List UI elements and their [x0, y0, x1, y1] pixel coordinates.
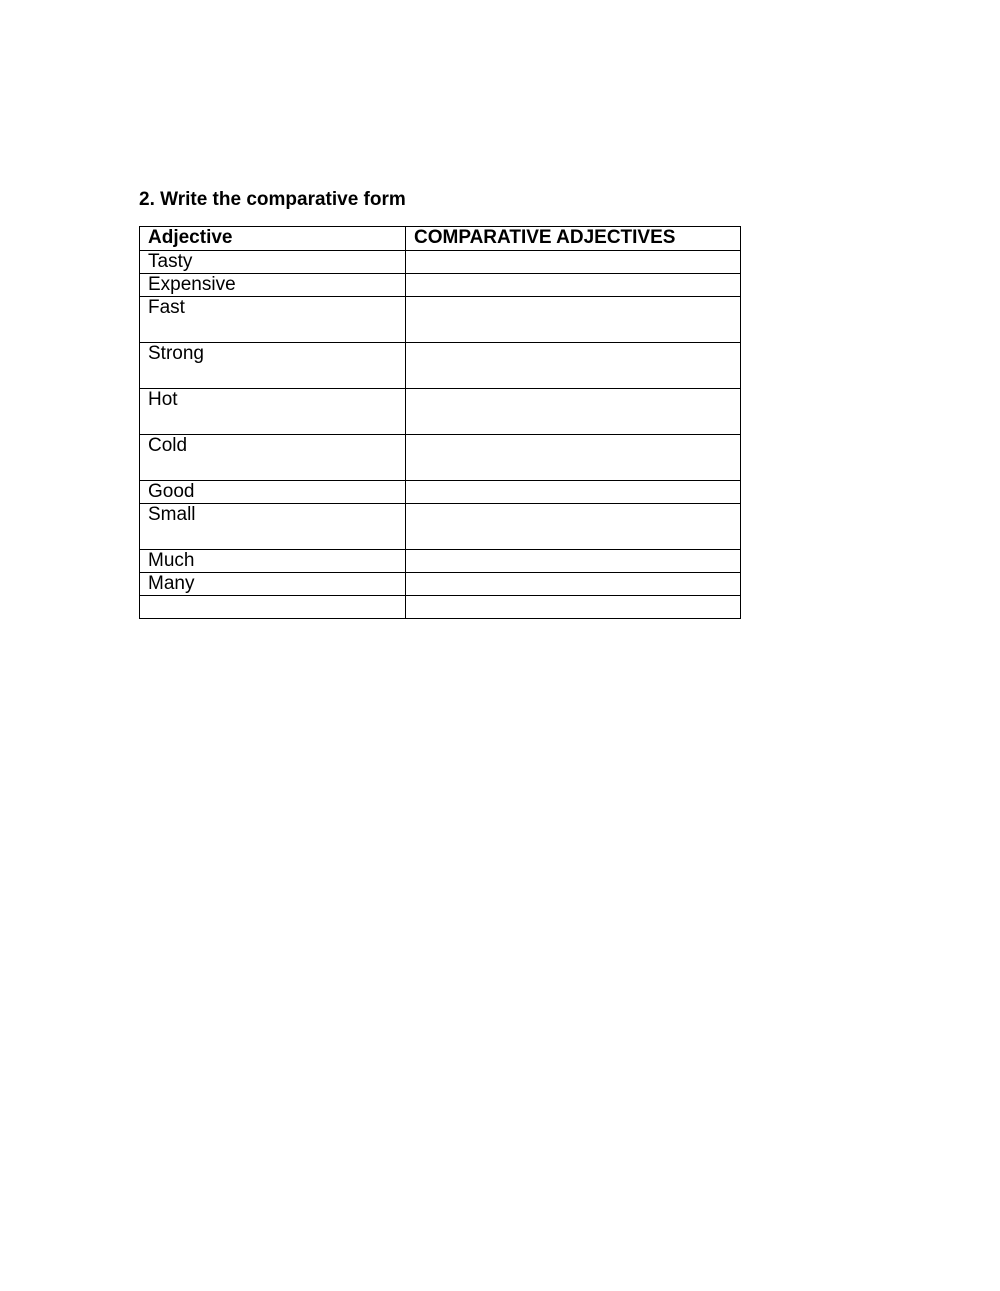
table-row — [140, 251, 741, 274]
table-row — [140, 596, 741, 619]
comparative-answer-cell[interactable] — [406, 504, 741, 550]
adjective-cell: Expensive — [140, 274, 406, 297]
comparative-answer-input[interactable] — [414, 251, 732, 273]
comparative-answer-input[interactable] — [414, 550, 732, 572]
adjective-cell: Much — [140, 550, 406, 573]
comparative-answer-cell[interactable] — [406, 481, 741, 504]
adjective-cell: Fast — [140, 297, 406, 343]
comparative-answer-input[interactable] — [414, 389, 732, 434]
comparative-answer-cell[interactable] — [406, 550, 741, 573]
table-row — [140, 343, 741, 389]
table-row — [140, 435, 741, 481]
comparative-answer-cell[interactable] — [406, 251, 741, 274]
adjective-cell: Good — [140, 481, 406, 504]
table-row — [140, 274, 741, 297]
comparative-answer-input[interactable] — [414, 573, 732, 595]
adjective-cell: Cold — [140, 435, 406, 481]
comparative-answer-cell[interactable] — [406, 389, 741, 435]
comparative-answer-input[interactable] — [414, 297, 732, 342]
comparative-answer-cell[interactable] — [406, 297, 741, 343]
comparative-answer-input[interactable] — [414, 596, 732, 618]
comparative-answer-input[interactable] — [414, 481, 732, 503]
adjective-cell: Strong — [140, 343, 406, 389]
adjective-cell: Hot — [140, 389, 406, 435]
adjective-cell — [140, 596, 406, 619]
table-row — [140, 504, 741, 550]
comparative-answer-input[interactable] — [414, 343, 732, 388]
comparative-table — [139, 226, 741, 619]
exercise-heading: 2. Write the comparative form — [139, 189, 406, 210]
comparative-answer-input[interactable] — [414, 504, 732, 549]
comparative-answer-input[interactable] — [414, 435, 732, 480]
comparative-answer-cell[interactable] — [406, 435, 741, 481]
table-row — [140, 573, 741, 596]
adjective-cell: Small — [140, 504, 406, 550]
comparative-answer-cell[interactable] — [406, 343, 741, 389]
table-row — [140, 481, 741, 504]
comparative-column-header: COMPARATIVE ADJECTIVES — [406, 227, 741, 251]
table-row — [140, 297, 741, 343]
adjective-column-header: Adjective — [140, 227, 406, 251]
comparative-answer-input[interactable] — [414, 274, 732, 296]
adjective-cell: Tasty — [140, 251, 406, 274]
comparative-answer-cell[interactable] — [406, 573, 741, 596]
table-row — [140, 550, 741, 573]
table-header-row — [140, 227, 741, 251]
table-row — [140, 389, 741, 435]
adjective-cell: Many — [140, 573, 406, 596]
comparative-answer-cell[interactable] — [406, 596, 741, 619]
comparative-answer-cell[interactable] — [406, 274, 741, 297]
